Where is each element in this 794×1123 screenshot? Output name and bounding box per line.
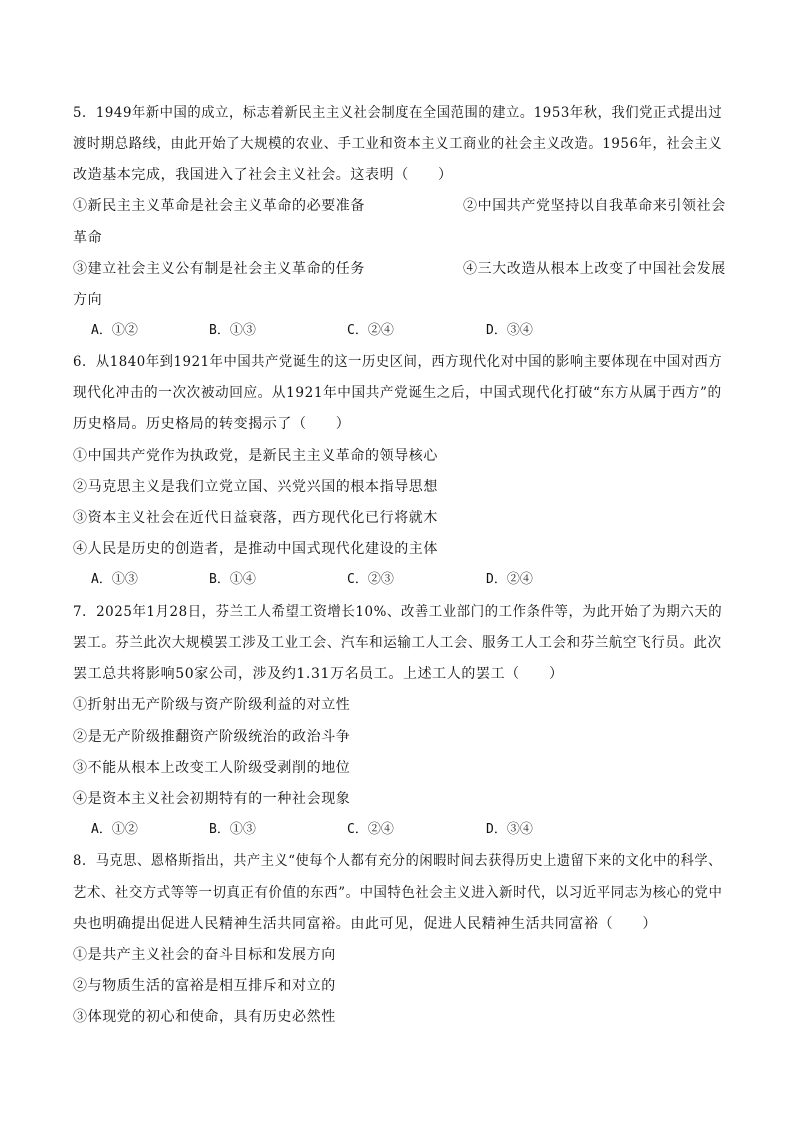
q8-stem-line-3: 央也明确提出促进人民精神生活共同富裕。由此可见，促进人民精神生活共同富裕（ ） (73, 916, 657, 932)
q6-option-4: ④人民是历史的创造者，是推动中国式现代化建设的主体 (73, 541, 438, 557)
q8-stem-line-1: 8．马克思、恩格斯指出，共产主义“使每个人都有充分的闲暇时间去获得历史上遗留下来的文化中的科学、 (73, 853, 722, 869)
q5-option-1: ①新民主主义革命是社会主义革命的必要准备 (73, 198, 365, 214)
q5-choice-d: D．③④ (486, 323, 533, 338)
q5-option-4: ④三大改造从根本上改变了中国社会发展 (463, 261, 726, 277)
q6-choice-a: A．①③ (91, 572, 138, 587)
q8-option-2: ②与物质生活的富裕是相互排斥和对立的 (73, 978, 336, 994)
q7-choice-a: A．①② (91, 822, 138, 837)
q5-option-2: ②中国共产党坚持以自我革命来引领社会 (463, 198, 726, 214)
q6-option-3: ③资本主义社会在近代日益衰落，西方现代化已行将就木 (73, 510, 438, 526)
q6-choice-b: B．①④ (209, 572, 256, 587)
q7-stem-line-1: 7．2025年1月28日，芬兰工人希望工资增长10%、改善工业部门的工作条件等，为此开始了为期六天的 (73, 604, 723, 620)
q6-stem-line-2: 现代化冲击的一次次被动回应。从1921年中国共产党诞生之后，中国式现代化打破“东方从属于西方”的 (73, 385, 722, 401)
q5-choice-c: C．②④ (347, 323, 394, 338)
q7-option-4: ④是资本主义社会初期特有的一种社会现象 (73, 791, 351, 807)
q7-choice-d: D．③④ (486, 822, 533, 837)
q5-choice-a: A．①② (91, 323, 138, 338)
q7-option-3: ③不能从根本上改变工人阶级受剥削的地位 (73, 760, 351, 776)
q5-option-2-cont: 革命 (73, 230, 103, 246)
q6-choice-c: C．②③ (347, 572, 394, 587)
q6-choice-d: D．②④ (486, 572, 533, 587)
q7-option-1: ①折射出无产阶级与资产阶级利益的对立性 (73, 697, 351, 713)
q7-stem-line-3: 罢工总共将影响50家公司，涉及约1.31万名员工。上述工人的罢工（ ） (73, 666, 564, 682)
q7-choice-b: B．①③ (209, 822, 256, 837)
q7-choice-c: C．②④ (347, 822, 394, 837)
q5-choice-b: B．①③ (209, 323, 256, 338)
q5-option-4-cont: 方向 (73, 292, 103, 308)
q5-stem-line-1: 5．1949年新中国的成立，标志着新民主主义社会制度在全国范围的建立。1953年秋，我们党正式提出过 (73, 105, 723, 121)
q6-option-2: ②马克思主义是我们立党立国、兴党兴国的根本指导思想 (73, 479, 438, 495)
q8-option-1: ①是共产主义社会的奋斗目标和发展方向 (73, 947, 336, 963)
q7-stem-line-2: 罢工。芬兰此次大规模罢工涉及工业工会、汽车和运输工人工会、服务工人工会和芬兰航空飞行员。此次 (73, 635, 722, 651)
q5-option-3: ③建立社会主义公有制是社会主义革命的任务 (73, 261, 365, 277)
q6-stem-line-1: 6．从1840年到1921年中国共产党诞生的这一历史区间，西方现代化对中国的影响主要体现在中国对西方 (73, 354, 723, 370)
q7-option-2: ②是无产阶级推翻资产阶级统治的政治斗争 (73, 729, 351, 745)
q8-stem-line-2: 艺术、社交方式等等一切真正有价值的东西”。中国特色社会主义进入新时代，以习近平同志为核心的党中 (73, 885, 723, 901)
q5-stem-line-3: 改造基本完成，我国进入了社会主义社会。这表明（ ） (73, 167, 453, 183)
q8-option-3: ③体现党的初心和使命，具有历史必然性 (73, 1009, 336, 1025)
q6-option-1: ①中国共产党作为执政党，是新民主主义革命的领导核心 (73, 448, 438, 464)
q6-stem-line-3: 历史格局。历史格局的转变揭示了（ ） (73, 416, 351, 432)
q5-stem-line-2: 渡时期总路线，由此开始了大规模的农业、手工业和资本主义工商业的社会主义改造。1956年，社会主义 (73, 136, 723, 152)
